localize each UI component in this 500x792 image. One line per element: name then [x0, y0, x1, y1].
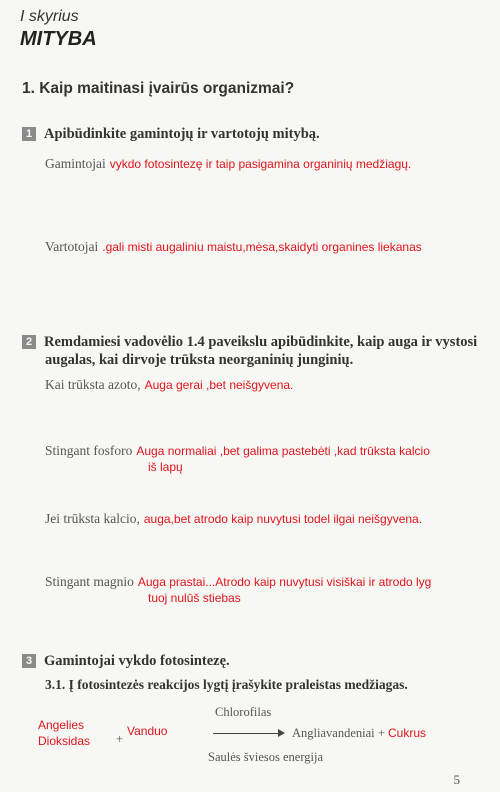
- question-3-1-text: 3.1. Į fotosintezės reakcijos lygtį įrašykite praleistas medžiagas.: [45, 677, 408, 692]
- calcium-line: [45, 510, 422, 528]
- plus-sign-1: +: [116, 732, 124, 746]
- page-number: 5: [453, 772, 460, 787]
- producers-answer: vykdo fotosintezę ir taip pasigamina organinių medžiagų.: [109, 157, 412, 171]
- question-number-1: 1: [22, 127, 36, 141]
- calcium-label: Jei trūksta kalcio,: [45, 511, 140, 526]
- nitrogen-answer: Auga gerai ,bet neišgyvena.: [144, 378, 294, 392]
- phosphorus-label: Stingant fosforo: [45, 443, 133, 458]
- question-2-text-line1: Remdamiesi vadovėlio 1.4 paveikslu apibūdinkite, kaip auga ir vystosi: [44, 334, 478, 350]
- magnesium-label: Stingant magnio: [45, 574, 134, 589]
- calcium-answer: auga,bet atrodo kaip nuvytusi todel ilgai neišgyvena.: [143, 512, 423, 526]
- consumers-answer: .gali misti augaliniu maistu,mėsa,skaidyti organines liekanas: [102, 240, 422, 254]
- magnesium-line: [45, 573, 431, 591]
- phosphorus-line: [45, 442, 430, 460]
- nitrogen-label: Kai trūksta azoto,: [45, 377, 141, 392]
- question-2: [22, 333, 482, 351]
- reaction-arrow-icon: [278, 729, 285, 737]
- consumers-label: Vartotojai: [45, 239, 99, 254]
- question-2-text-line2: augalas, kai dirvoje trūksta neorganinių junginių.: [45, 352, 354, 368]
- phosphorus-answer-line1: Auga normaliai ,bet galima pastebėti ,kad trūksta kalcio: [136, 444, 430, 458]
- magnesium-answer-line2: tuoj nulūš stiebas: [148, 591, 241, 605]
- producers-label: Gamintojai: [45, 156, 106, 171]
- producers-line: [45, 155, 411, 173]
- chapter-title: MITYBA: [20, 28, 97, 50]
- question-3: [22, 652, 230, 670]
- phosphorus-answer-line2: iš lapų: [148, 460, 183, 474]
- consumers-line: [45, 238, 422, 256]
- plus-sign-2: +: [378, 726, 386, 740]
- answer-co2-line1: Angelies: [38, 718, 85, 732]
- question-1: [22, 125, 320, 143]
- question-3-text: Gamintojai vykdo fotosintezę.: [44, 653, 230, 669]
- question-number-3: 3: [22, 654, 36, 668]
- answer-water: Vanduo: [127, 724, 168, 738]
- catalyst-light-energy: Saulės šviesos energija: [208, 750, 324, 764]
- question-1-text: Apibūdinkite gamintojų ir vartotojų mitybą.: [44, 126, 320, 142]
- section-heading: 1. Kaip maitinasi įvairūs organizmai?: [22, 80, 295, 97]
- nitrogen-line: [45, 376, 293, 394]
- magnesium-answer-line1: Auga prastai...Atrodo kaip nuvytusi visiškai ir atrodo lyg: [137, 575, 432, 589]
- answer-sugar: Cukrus: [388, 726, 427, 740]
- catalyst-chlorophyll: Chlorofilas: [215, 705, 272, 719]
- reaction-arrow-line: [213, 733, 279, 734]
- chapter-label: I skyrius: [20, 8, 79, 25]
- question-number-2: 2: [22, 335, 36, 349]
- product-carbohydrates: Angliavandeniai: [292, 726, 375, 740]
- answer-co2-line2: Dioksidas: [38, 734, 91, 748]
